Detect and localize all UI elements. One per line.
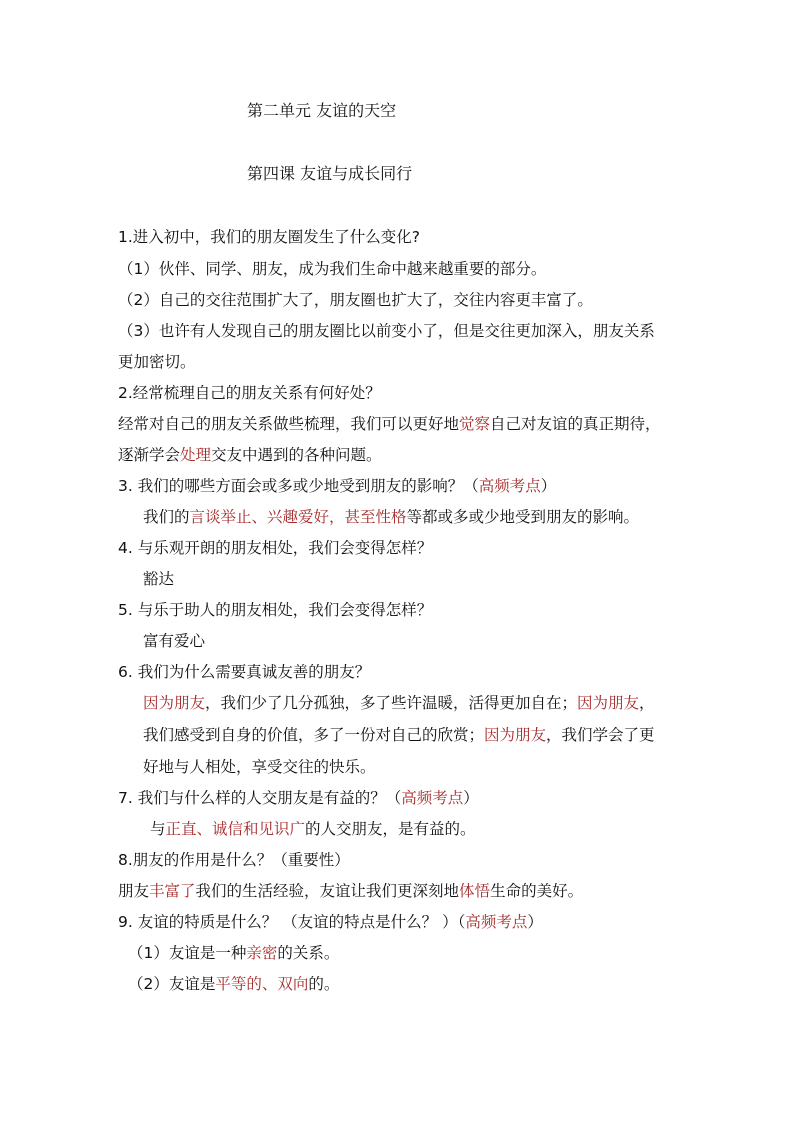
question-4: 4. 与乐观开朗的朋友相处，我们会变得怎样？ <box>118 539 433 557</box>
keyword-highlight: 正直、诚信和见识广 <box>165 820 306 838</box>
answer-text: 交友中遇到的各种问题。 <box>211 446 382 464</box>
high-frequency-tag: 高频考点 <box>465 913 528 931</box>
answer-9-1 <box>128 943 339 963</box>
keyword-highlight: 体悟 <box>459 882 491 900</box>
question-9 <box>118 912 543 932</box>
answer-9-2 <box>128 974 339 994</box>
question-text: ） <box>463 789 479 807</box>
answer-text: ，我们学会了更 <box>546 726 655 744</box>
answer-text: 与 <box>150 820 166 838</box>
question-1: 1.进入初中，我们的朋友圈发生了什么变化? <box>118 228 421 246</box>
question-text: 9. 友谊的特质是什么？ （友谊的特点是什么？ ）（ <box>118 913 466 931</box>
answer-6-line2 <box>143 725 655 745</box>
keyword-highlight: 处理 <box>180 446 212 464</box>
answer-5: 富有爱心 <box>143 632 206 650</box>
answer-text: 我们感受到自身的价值，多了一份对自己的欣赏； <box>143 726 485 744</box>
answer-text: 经常对自己的朋友关系做些梳理，我们可以更好地 <box>118 415 460 433</box>
answer-text: 的。 <box>308 975 340 993</box>
question-text: 7. 我们与什么样的人交朋友是有益的？（ <box>118 789 402 807</box>
answer-text: 朋友 <box>118 882 150 900</box>
question-6: 6. 我们为什么需要真诚友善的朋友？ <box>118 663 371 681</box>
question-8: 8.朋友的作用是什么？（重要性） <box>118 851 350 869</box>
answer-4: 豁达 <box>143 570 175 588</box>
answer-7 <box>150 819 476 839</box>
answer-text: 自己对友谊的真正期待， <box>490 415 661 433</box>
question-2: 2.经常梳理自己的朋友关系有何好处？ <box>118 384 381 402</box>
lesson-title: 第四课 友谊与成长同行 <box>247 164 413 183</box>
keyword-highlight: 亲密 <box>246 944 278 962</box>
answer-text: ，我们少了几分孤独，多了些许温暖，活得更加自在； <box>205 694 578 712</box>
answer-8 <box>118 881 583 901</box>
answer-text: 生命的美好。 <box>490 882 584 900</box>
answer-text: 逐渐学会 <box>118 446 181 464</box>
question-7 <box>118 788 479 808</box>
answer-1-2: （2）自己的交往范围扩大了，朋友圈也扩大了，交往内容更丰富了。 <box>118 291 593 309</box>
answer-2-line1 <box>118 414 661 434</box>
question-text: ） <box>540 477 557 495</box>
answer-text: 的关系。 <box>277 944 340 962</box>
answer-3 <box>143 507 639 527</box>
keyword-highlight: 言谈举止、兴趣爱好，甚至性格 <box>189 508 407 526</box>
answer-text: 等都或多或少地受到朋友的影响。 <box>406 508 640 526</box>
answer-text: （1）友谊是一种 <box>128 944 247 962</box>
answer-2-line2 <box>118 445 382 465</box>
answer-1-3-line2: 更加密切。 <box>118 353 196 371</box>
question-3 <box>118 476 556 496</box>
keyword-highlight: 平等的、双向 <box>215 975 309 993</box>
high-frequency-tag: 高频考点 <box>401 789 464 807</box>
answer-text: （2）友谊是 <box>128 975 216 993</box>
keyword-highlight: 因为朋友 <box>577 694 640 712</box>
question-text: 3. 我们的哪些方面会或多或少地受到朋友的影响？（ <box>118 477 479 495</box>
answer-text: ， <box>639 694 655 712</box>
unit-title: 第二单元 友谊的天空 <box>247 101 397 120</box>
keyword-highlight: 丰富了 <box>149 882 196 900</box>
answer-text: 我们的生活经验，友谊让我们更深刻地 <box>195 882 460 900</box>
keyword-highlight: 因为朋友 <box>143 694 206 712</box>
answer-1-1: （1）伙伴、同学、朋友，成为我们生命中越来越重要的部分。 <box>118 260 547 278</box>
answer-text: 的人交朋友，是有益的。 <box>305 820 476 838</box>
answer-text: 我们的 <box>143 508 190 526</box>
answer-1-3-line1: （3）也许有人发现自己的朋友圈比以前变小了，但是交往更加深入，朋友关系 <box>118 322 655 340</box>
answer-6-line3: 好地与人相处，享受交往的快乐。 <box>143 758 376 776</box>
high-frequency-tag: 高频考点 <box>478 477 541 495</box>
answer-6-line1 <box>143 693 655 713</box>
keyword-highlight: 因为朋友 <box>484 726 547 744</box>
question-text: ） <box>527 913 543 931</box>
keyword-highlight: 觉察 <box>459 415 491 433</box>
question-5: 5. 与乐于助人的朋友相处，我们会变得怎样？ <box>118 601 433 619</box>
